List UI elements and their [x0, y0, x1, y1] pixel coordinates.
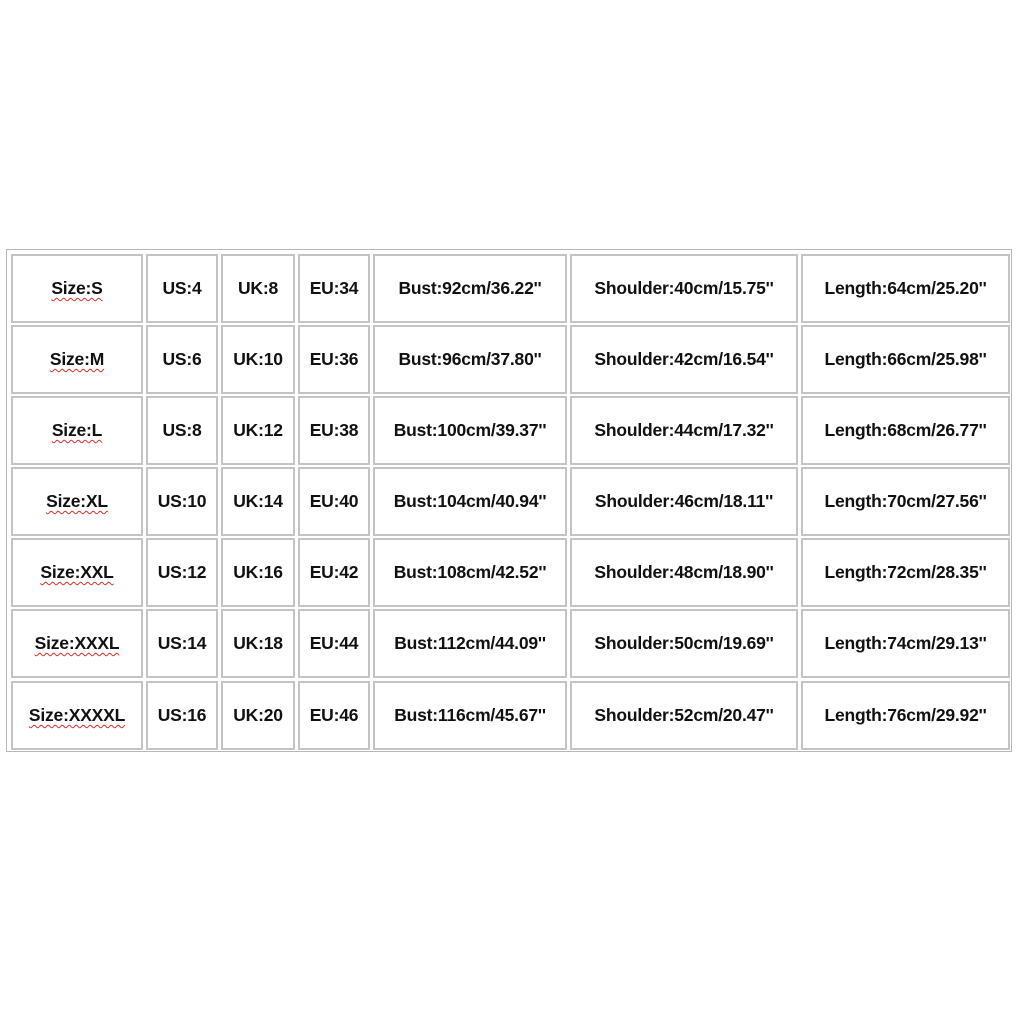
shoulder-label: Shoulder:48cm/18.90'' — [594, 562, 774, 582]
size-label: Size:XXXXL — [28, 705, 126, 725]
cell-length — [801, 254, 1010, 323]
cell-us — [146, 325, 218, 394]
cell-eu — [298, 538, 370, 607]
size-label: Size:XL — [46, 491, 108, 511]
cell-us — [146, 609, 218, 678]
us-label: US:12 — [157, 562, 207, 582]
length-label: Length:66cm/25.98'' — [824, 349, 987, 369]
cell-bust — [373, 609, 567, 678]
length-label: Length:72cm/28.35'' — [824, 562, 987, 582]
cell-size — [11, 396, 143, 465]
bust-label: Bust:104cm/40.94'' — [393, 491, 547, 511]
cell-us — [146, 254, 218, 323]
uk-label: UK:12 — [233, 420, 283, 440]
uk-label: UK:20 — [233, 705, 283, 725]
eu-label: EU:44 — [309, 633, 359, 653]
length-label: Length:76cm/29.92'' — [824, 705, 987, 725]
cell-eu — [298, 467, 370, 536]
uk-label: UK:8 — [237, 278, 279, 298]
us-label: US:4 — [162, 278, 202, 298]
length-label: Length:68cm/26.77'' — [824, 420, 987, 440]
length-label: Length:70cm/27.56'' — [824, 491, 987, 511]
shoulder-label: Shoulder:40cm/15.75'' — [594, 278, 774, 298]
cell-uk — [221, 325, 295, 394]
shoulder-label: Shoulder:42cm/16.54'' — [594, 349, 774, 369]
cell-length — [801, 681, 1010, 750]
bust-label: Bust:92cm/36.22'' — [398, 278, 542, 298]
cell-size — [11, 681, 143, 750]
bust-label: Bust:116cm/45.67'' — [394, 705, 546, 725]
bust-label: Bust:112cm/44.09'' — [394, 633, 546, 653]
cell-length — [801, 467, 1010, 536]
us-label: US:6 — [162, 349, 202, 369]
cell-uk — [221, 396, 295, 465]
us-label: US:16 — [157, 705, 207, 725]
cell-shoulder — [570, 609, 798, 678]
us-label: US:14 — [157, 633, 207, 653]
cell-size — [11, 254, 143, 323]
cell-shoulder — [570, 396, 798, 465]
cell-size — [11, 538, 143, 607]
cell-eu — [298, 609, 370, 678]
cell-eu — [298, 396, 370, 465]
size-label: Size:M — [49, 349, 105, 369]
size-label: Size:XXXL — [34, 633, 120, 653]
bust-label: Bust:100cm/39.37'' — [393, 420, 547, 440]
cell-shoulder — [570, 467, 798, 536]
size-chart-table — [6, 249, 1012, 752]
eu-label: EU:46 — [309, 705, 359, 725]
cell-size — [11, 609, 143, 678]
shoulder-label: Shoulder:44cm/17.32'' — [594, 420, 774, 440]
cell-bust — [373, 538, 567, 607]
size-label: Size:XXL — [40, 562, 114, 582]
shoulder-label: Shoulder:46cm/18.11'' — [594, 491, 774, 511]
cell-bust — [373, 254, 567, 323]
eu-label: EU:42 — [309, 562, 359, 582]
shoulder-label: Shoulder:50cm/19.69'' — [594, 633, 774, 653]
eu-label: EU:34 — [309, 278, 359, 298]
length-label: Length:74cm/29.13'' — [824, 633, 987, 653]
cell-shoulder — [570, 538, 798, 607]
cell-bust — [373, 467, 567, 536]
cell-uk — [221, 254, 295, 323]
size-label: Size:S — [51, 278, 103, 298]
size-label: Size:L — [51, 420, 103, 440]
bust-label: Bust:96cm/37.80'' — [398, 349, 542, 369]
cell-eu — [298, 254, 370, 323]
cell-size — [11, 467, 143, 536]
cell-bust — [373, 325, 567, 394]
eu-label: EU:36 — [309, 349, 359, 369]
bust-label: Bust:108cm/42.52'' — [393, 562, 547, 582]
uk-label: UK:16 — [233, 562, 283, 582]
cell-eu — [298, 681, 370, 750]
uk-label: UK:10 — [233, 349, 283, 369]
cell-shoulder — [570, 681, 798, 750]
eu-label: EU:40 — [309, 491, 359, 511]
cell-bust — [373, 681, 567, 750]
cell-length — [801, 325, 1010, 394]
cell-uk — [221, 538, 295, 607]
cell-us — [146, 681, 218, 750]
cell-uk — [221, 681, 295, 750]
cell-size — [11, 325, 143, 394]
cell-uk — [221, 467, 295, 536]
cell-shoulder — [570, 254, 798, 323]
length-label: Length:64cm/25.20'' — [824, 278, 987, 298]
cell-uk — [221, 609, 295, 678]
uk-label: UK:18 — [233, 633, 283, 653]
eu-label: EU:38 — [309, 420, 359, 440]
cell-length — [801, 609, 1010, 678]
cell-bust — [373, 396, 567, 465]
cell-us — [146, 396, 218, 465]
uk-label: UK:14 — [233, 491, 283, 511]
cell-us — [146, 467, 218, 536]
cell-eu — [298, 325, 370, 394]
cell-length — [801, 538, 1010, 607]
cell-length — [801, 396, 1010, 465]
cell-us — [146, 538, 218, 607]
shoulder-label: Shoulder:52cm/20.47'' — [594, 705, 774, 725]
us-label: US:10 — [157, 491, 207, 511]
cell-shoulder — [570, 325, 798, 394]
us-label: US:8 — [162, 420, 202, 440]
